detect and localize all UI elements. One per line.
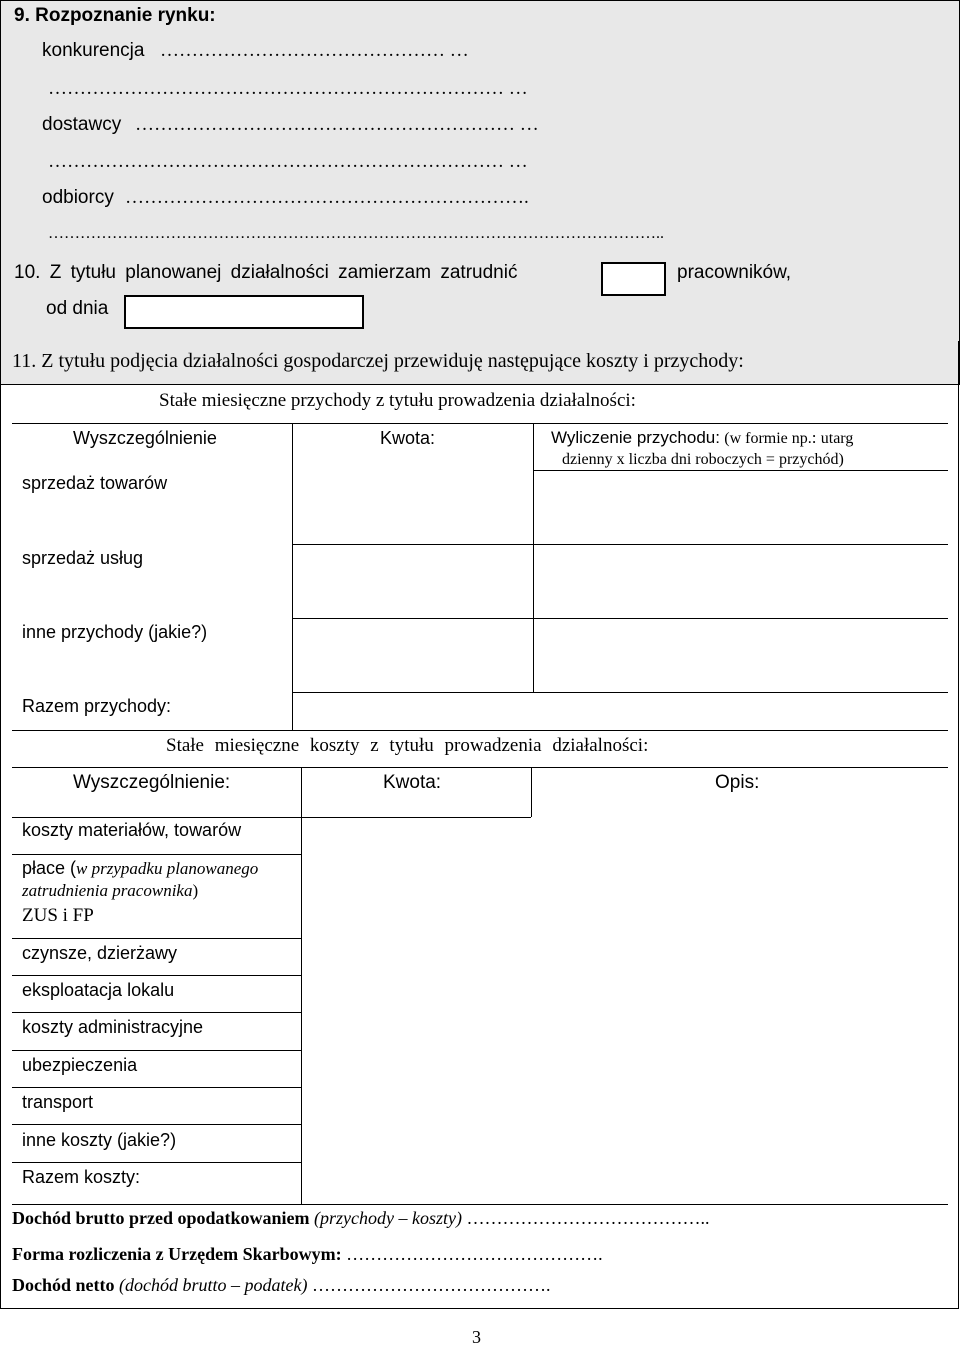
cost-row-admin: koszty administracyjne xyxy=(22,1017,204,1037)
cost-heading: Stałe miesięczne koszty z tytułu prowadzenia działalności: xyxy=(166,735,649,756)
tax-form-line: Forma rozliczenia z Urzędem Skarbowym: ……………………………………. xyxy=(12,1244,603,1264)
date-label: od dnia xyxy=(46,298,109,319)
cost-row-wages-line2: zatrudnienia pracownika) xyxy=(22,881,199,900)
cost-header-amount: Kwota: xyxy=(383,772,442,793)
customers-dots-line2[interactable]: …………………………………………………………………………………………………….. xyxy=(48,225,664,242)
income-col2-divider xyxy=(533,423,534,693)
gross-income-line: Dochód brutto przed opodatkowaniem (przychody – koszty) ………………………………….. xyxy=(12,1208,710,1228)
section-9-title: 9. Rozpoznanie rynku: xyxy=(14,5,216,26)
income-row-other: inne przychody (jakie?) xyxy=(22,622,208,642)
income-header-bottom-line xyxy=(533,470,948,471)
customers-dots[interactable]: ………………………………………………………. xyxy=(125,187,529,208)
cost-row3-line xyxy=(12,975,301,976)
cost-row5-line xyxy=(12,1050,301,1051)
cost-header-desc: Opis: xyxy=(715,772,760,793)
page-number: 3 xyxy=(472,1327,481,1347)
cost-row8-line xyxy=(12,1162,301,1163)
income-heading: Stałe miesięczne przychody z tytułu prowadzenia działalności: xyxy=(159,390,636,411)
suppliers-dots[interactable]: …………………………………………………… … xyxy=(135,114,539,135)
cost-row-total: Razem koszty: xyxy=(22,1167,141,1187)
cost-row-transport: transport xyxy=(22,1092,94,1112)
income-header-amount: Kwota: xyxy=(380,428,436,448)
income-row-services: sprzedaż usług xyxy=(22,548,144,568)
net-income-dots[interactable]: …………………………………. xyxy=(311,1275,551,1295)
income-header-top-line xyxy=(12,423,948,424)
cost-row-zus: ZUS i FP xyxy=(22,905,94,926)
income-row-total: Razem przychody: xyxy=(22,696,172,716)
net-income-line: Dochód netto (dochód brutto – podatek) …………………………………. xyxy=(12,1275,551,1295)
competition-dots-line2[interactable]: ……………………………………………………………… … xyxy=(48,78,528,99)
cost-header-top-line xyxy=(12,767,948,768)
cost-row2-line xyxy=(12,938,301,939)
cost-row-wages: płace (w przypadku planowanego xyxy=(22,858,259,878)
income-row-goods: sprzedaż towarów xyxy=(22,473,168,493)
income-table-bottom-line xyxy=(12,730,948,731)
section-10-text: 10. Z tytułu planowanej działalności zamierzam zatrudnić xyxy=(14,262,518,283)
cost-row4-line xyxy=(12,1012,301,1013)
cost-col2-divider xyxy=(531,767,532,817)
cost-row-premises: eksploatacja lokalu xyxy=(22,980,175,1000)
page-border-right xyxy=(958,341,959,1309)
start-date-field[interactable] xyxy=(124,295,364,329)
income-row3-bottom-line xyxy=(292,692,948,693)
cost-row7-line xyxy=(12,1124,301,1125)
customers-label: odbiorcy xyxy=(42,187,114,208)
cost-row-materials: koszty materiałów, towarów xyxy=(22,820,242,840)
cost-table-bottom-line xyxy=(12,1204,948,1205)
page-border-bottom xyxy=(0,1308,959,1309)
cost-col1-divider xyxy=(301,767,302,1204)
competition-dots[interactable]: ……………………………………… … xyxy=(160,40,469,61)
cost-row-insurance: ubezpieczenia xyxy=(22,1055,138,1075)
income-header-calc: Wyliczenie przychodu: (w formie np.: utarg xyxy=(551,428,854,447)
section-11-title: 11. Z tytułu podjęcia działalności gospodarczej przewiduję następujące koszty i przychody: xyxy=(12,350,744,372)
income-row2-bottom-line xyxy=(292,618,948,619)
tax-form-dots[interactable]: ……………………………………. xyxy=(346,1244,603,1264)
income-header-item: Wyszczególnienie xyxy=(73,428,217,448)
cost-row-other: inne koszty (jakie?) xyxy=(22,1130,177,1150)
income-header-calc-line2: dzienny x liczba dni roboczych = przychód) xyxy=(562,451,844,468)
competition-label: konkurencja xyxy=(42,40,145,61)
employees-label: pracowników, xyxy=(677,262,792,283)
suppliers-label: dostawcy xyxy=(42,114,122,135)
income-col1-divider xyxy=(292,423,293,730)
gross-income-dots[interactable]: ………………………………….. xyxy=(466,1208,710,1228)
cost-row1-line xyxy=(12,854,301,855)
page-border-left xyxy=(0,341,1,1309)
cost-row-rent: czynsze, dzierżawy xyxy=(22,943,178,963)
suppliers-dots-line2[interactable]: ……………………………………………………………… … xyxy=(48,151,528,172)
cost-header-item: Wyszczególnienie: xyxy=(73,772,231,793)
cost-header-bottom-line xyxy=(12,817,531,818)
employees-count-field[interactable] xyxy=(601,262,666,296)
cost-row6-line xyxy=(12,1087,301,1088)
income-row1-bottom-line xyxy=(292,544,948,545)
